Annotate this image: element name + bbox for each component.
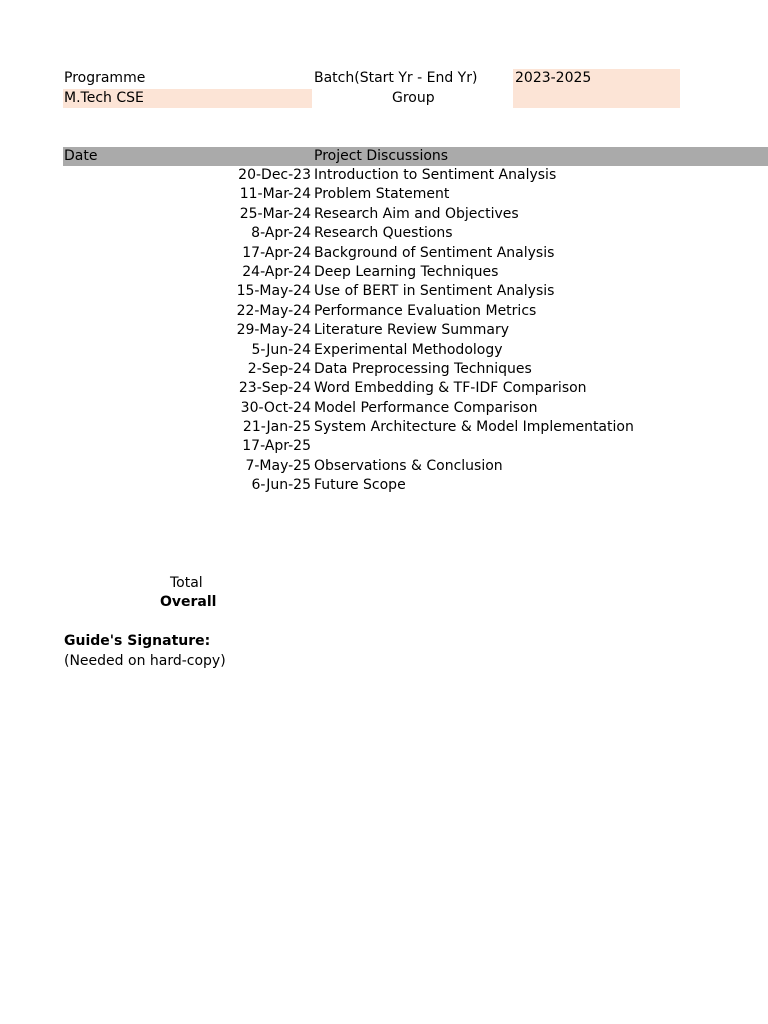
table-row (0, 244, 768, 263)
row-date: 30-Oct-24 (240, 399, 311, 416)
row-topic: System Architecture & Model Implementation (314, 419, 634, 436)
table-row (0, 476, 768, 495)
table-row (0, 437, 768, 456)
row-topic: Future Scope (314, 477, 406, 494)
row-topic: Performance Evaluation Metrics (314, 302, 537, 319)
column-header-project-discussions: Project Discussions (314, 148, 449, 164)
table-row (0, 166, 768, 185)
table-row (0, 360, 768, 379)
table-row (0, 399, 768, 418)
batch-label: Batch(Start Yr - End Yr) (314, 70, 478, 86)
signature-note: (Needed on hard-copy) (64, 653, 226, 669)
programme-value: M.Tech CSE (64, 90, 144, 106)
row-topic: Observations & Conclusion (314, 457, 503, 474)
batch-value-cell[interactable] (513, 69, 680, 108)
row-date: 6-Jun-25 (251, 477, 311, 494)
table-row (0, 457, 768, 476)
row-topic: Word Embedding & TF-IDF Comparison (314, 380, 587, 397)
row-topic: Use of BERT in Sentiment Analysis (314, 283, 555, 300)
table-row (0, 341, 768, 360)
discussion-table (0, 166, 768, 496)
row-date: 11-Mar-24 (239, 186, 311, 203)
row-topic: Introduction to Sentiment Analysis (314, 167, 557, 183)
table-row (0, 263, 768, 282)
row-topic: Problem Statement (314, 186, 450, 203)
table-row (0, 302, 768, 321)
row-topic: Data Preprocessing Techniques (314, 360, 532, 377)
table-row (0, 205, 768, 224)
row-date: 15-May-24 (236, 283, 311, 300)
table-row (0, 282, 768, 301)
row-topic: Experimental Methodology (314, 341, 503, 358)
row-date: 5-Jun-24 (251, 341, 311, 358)
table-row (0, 224, 768, 243)
row-date: 24-Apr-24 (242, 263, 311, 280)
table-row (0, 185, 768, 204)
row-topic: Research Aim and Objectives (314, 205, 519, 222)
row-topic: Literature Review Summary (314, 322, 510, 339)
row-date: 20-Dec-23 (238, 167, 311, 183)
table-header-row (63, 147, 768, 166)
total-label: Total (170, 575, 203, 591)
overall-label: Overall (160, 594, 217, 610)
row-date: 17-Apr-24 (242, 244, 311, 261)
group-label: Group (392, 90, 435, 106)
row-date: 7-May-25 (245, 457, 311, 474)
row-date: 17-Apr-25 (242, 438, 311, 455)
row-date: 23-Sep-24 (238, 380, 311, 397)
row-date: 25-Mar-24 (239, 205, 311, 222)
row-date: 2-Sep-24 (247, 360, 311, 377)
table-row (0, 379, 768, 398)
table-row (0, 321, 768, 340)
row-date: 22-May-24 (236, 302, 311, 319)
guide-signature-label: Guide's Signature: (64, 633, 211, 649)
table-row (0, 418, 768, 437)
row-date: 21-Jan-25 (242, 419, 311, 436)
batch-value: 2023-2025 (515, 70, 592, 86)
column-header-date: Date (64, 148, 98, 164)
row-topic: Deep Learning Techniques (314, 263, 499, 280)
row-topic: Background of Sentiment Analysis (314, 244, 555, 261)
programme-value-cell[interactable] (63, 89, 312, 108)
row-topic: Model Performance Comparison (314, 399, 538, 416)
row-date: 8-Apr-24 (251, 225, 311, 242)
row-date: 29-May-24 (236, 322, 311, 339)
row-topic: Research Questions (314, 225, 453, 242)
programme-label: Programme (64, 70, 146, 86)
